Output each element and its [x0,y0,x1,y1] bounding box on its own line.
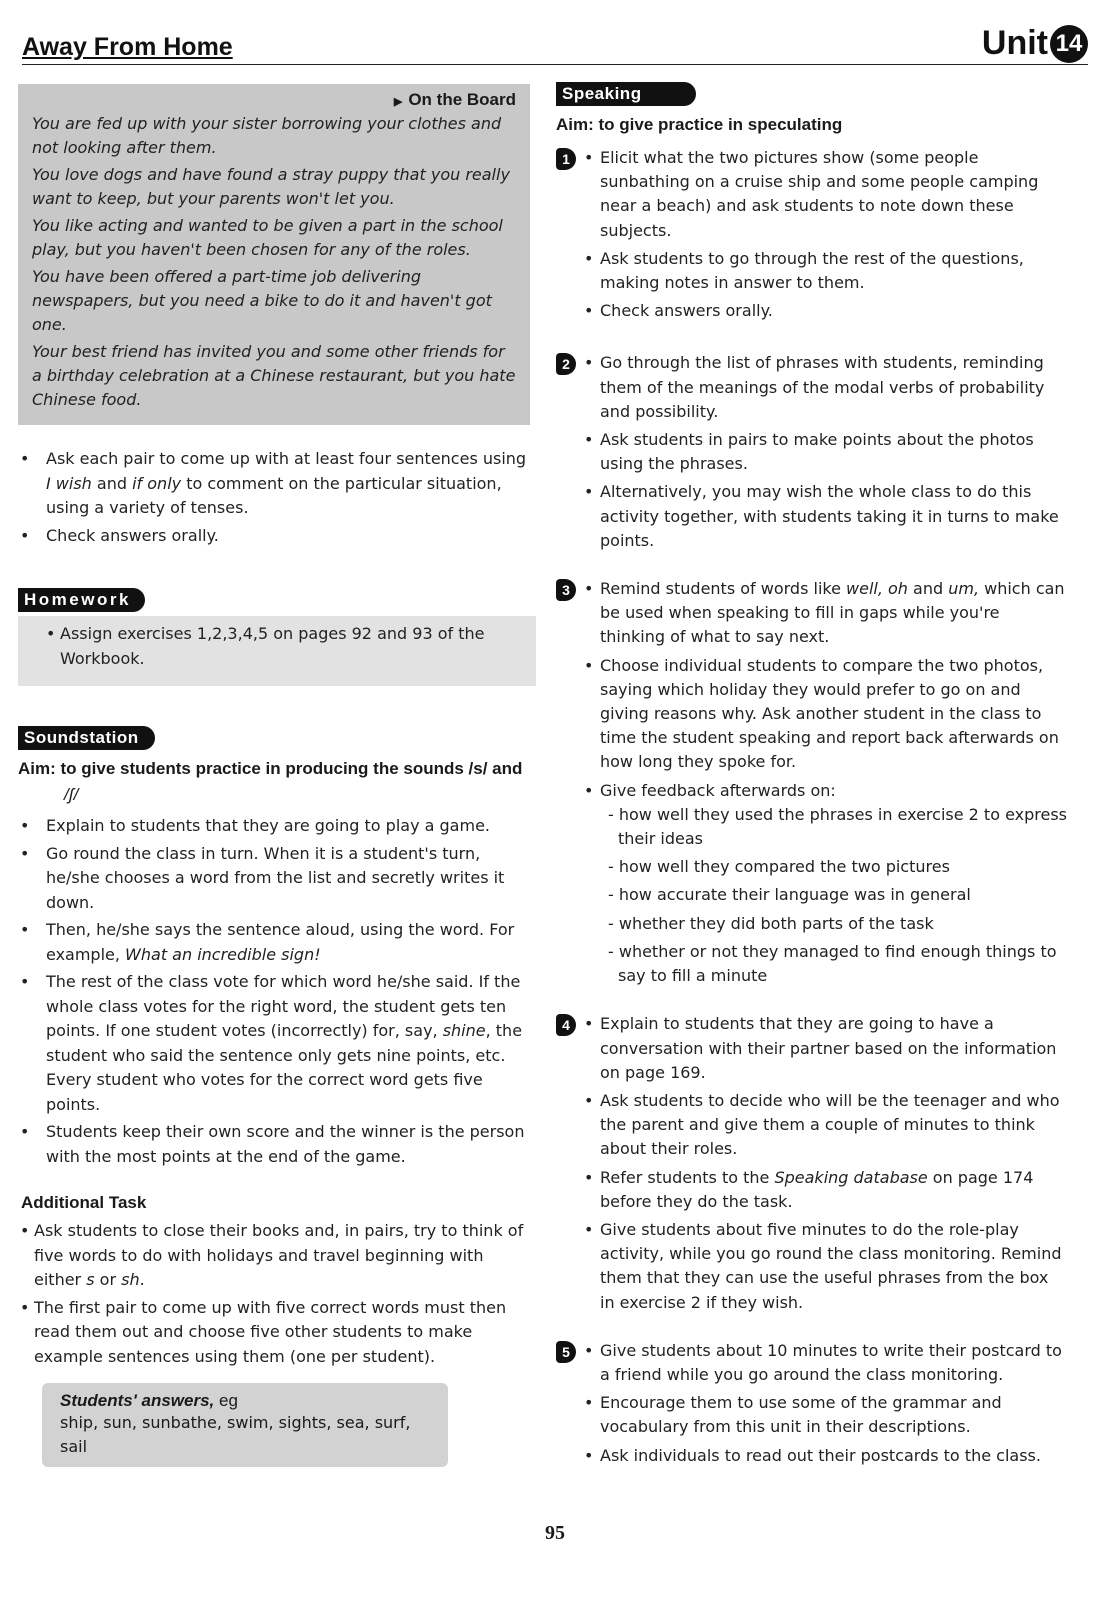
list-item: • Ask each pair to come up with at least four sentences using I wish and if only to comment on the particular situation, using a variety of tenses. [20,449,527,517]
additional-task-list [18,1219,530,1369]
bullet-icon: • [584,1393,594,1413]
board-item: Your best friend has invited you and some other friends for a birthday celebration at a Chinese restaurant, but you hate Chinese food. [32,342,516,409]
speaking-aim: Aim: to give practice in speculating [556,115,843,134]
board-instructions [18,447,530,548]
list-item: • Encourage them to use some of the grammar and vocabulary from this unit in their descriptions. [584,1393,1002,1437]
left-column [18,84,530,1467]
bullet-icon: • [20,972,30,991]
list-item: • Ask students to decide who will be the teenager and who the parent and give them a couple of minutes to think about their roles. [584,1090,1060,1159]
list-item: - how well they compared the two pictures [608,857,950,877]
exercise-number-badge: 5 [556,1341,576,1363]
homework-box [18,616,536,686]
soundstation-aim: Aim: to give students practice in producing the sounds /s/ and /ʃ/ [18,759,523,804]
list-item: • Check answers orally. [18,524,530,549]
chapter-title: Away From Home [22,33,233,61]
list-item: • The rest of the class vote for which word he/she said. If the whole class votes for the right word, the student gets ten points. If one student votes (incorrectly) for, say, shine, the student who said the sentence only gets nine points, etc. Every student who votes for the correct word gets five points. [20,972,523,1114]
homework-section [18,588,530,686]
bullet-icon: • [20,449,30,468]
list-item: • Choose individual students to compare the two photos, saying which holiday they would prefer to go on and giving reasons why. Ask another student in the class to time the student speaking and report back afterwards on how long they spoke for. [584,655,1059,772]
bullet-icon: • [584,482,594,502]
answers-list: ship, sun, sunbathe, swim, sights, sea, surf, sail [60,1413,411,1456]
list-item: • The first pair to come up with five correct words must then read them out and choose five other students to make example sentences using them (one per student). [20,1297,507,1366]
list-item: • Check answers orally. [582,299,1068,323]
list-item: • Explain to students that they are going to play a game. [18,814,530,839]
soundstation-heading: Soundstation [18,726,155,750]
list-item: • Give students about five minutes to do the role-play activity, while you go round the class monitoring. Remind them that they can use the useful phrases from the box in exercise 2 if they wish. [584,1219,1062,1312]
list-item: • Give students about 10 minutes to write their postcard to a friend while you go around the class monitoring. [584,1340,1062,1384]
exercise-number-badge: 2 [556,353,576,375]
bullet-icon: • [584,430,594,450]
list-item: • Alternatively, you may wish the whole class to do this activity together, with students taking it in turns to make points. [584,482,1059,550]
list-item: • Ask individuals to read out their postcards to the class. [582,1444,1068,1468]
bullet-icon: • [584,248,594,268]
unit-label [982,24,1088,63]
list-item: • Go round the class in turn. When it is a student's turn, he/she chooses a word from the list and secretly writes it down. [20,843,505,912]
exercise-1 [556,146,1068,323]
right-column [556,82,1068,1472]
bullet-icon: • [20,525,30,545]
list-item: - how well they used the phrases in exercise 2 to express their ideas [608,804,1067,849]
exercise-number-badge: 4 [556,1014,576,1036]
bullet-icon: • [584,301,594,321]
soundstation-list [18,814,530,1169]
bullet-icon: • [584,148,594,167]
board-item: You have been offered a part-time job delivering newspapers, but you need a bike to do it and haven't got one. [32,267,492,334]
board-item: You like acting and wanted to be given a part in the school play, but you haven't been chosen for any of the roles. [32,216,503,259]
triangle-pointer-icon: ▶ [393,96,403,108]
exercise-number-badge: 1 [556,148,576,170]
feedback-list [600,803,1068,988]
board-item: You are fed up with your sister borrowing your clothes and not looking after them. [32,114,502,157]
bullet-icon: • [584,1014,594,1034]
students-answers-box [42,1383,448,1467]
list-item: - whether or not they managed to find enough things to say to fill a minute [608,941,1057,986]
page-header [22,22,1088,65]
additional-task-section [18,1193,530,1369]
list-item: • Explain to students that they are going to have a conversation with their partner based on the information on page 169. [584,1014,1057,1082]
exercise-4 [556,1012,1068,1314]
answers-title: Students' answers, eg [60,1391,238,1410]
list-item: • Remind students of words like well, oh and um, which can be used when speaking to fill in gaps while you're thinking of what to say next. [584,579,1065,647]
bullet-icon: • [584,353,594,373]
list-item: • Refer students to the Speaking database on page 174 before they do the task. [584,1167,1034,1211]
list-item: - how accurate their language was in general [608,885,971,905]
list-item: - whether they did both parts of the task [608,913,934,933]
bullet-icon: • [20,816,30,835]
bullet-icon: • [584,1167,594,1187]
speaking-heading: Speaking [556,82,696,106]
bullet-icon: • [20,1122,30,1141]
list-item: • Ask students to close their books and, in pairs, try to think of five words to do with holidays and travel beginning with either s or sh. [20,1221,524,1289]
bullet-icon: • [584,655,594,675]
list-item: • Go through the list of phrases with students, reminding them of the meanings of the modal verbs of probability and possibility. [584,353,1045,421]
bullet-icon: • [20,1221,30,1240]
bullet-icon: • [20,1297,30,1317]
exercise-2 [556,351,1068,553]
bullet-icon: • [584,1219,594,1239]
bullet-icon: • [20,843,30,863]
page-number: 95 [545,1522,565,1544]
exercise-3 [556,577,1068,988]
unit-text: Unit [981,24,1048,62]
board-item: You love dogs and have found a stray puppy that you really want to keep, but your parents won't let you. [32,165,510,208]
list-item: • Give feedback afterwards on: - how well they used the phrases in exercise 2 to express their ideas - how well they compared the two pictures - how accurate their language was in general - whether they did both parts of the task - whether or not they managed to find enough things to say to fill a minute [582,779,1068,989]
bullet-icon: • [584,1340,594,1360]
bullet-icon: • [584,579,594,599]
homework-heading: Homework [18,588,145,612]
on-the-board-box [18,84,530,425]
soundstation-section [18,726,530,1169]
list-item: • Then, he/she says the sentence aloud, using the word. For example, What an incredible sign! [20,920,515,964]
list-item: • Elicit what the two pictures show (some people sunbathing on a cruise ship and some people camping near a beach) and ask students to note down these subjects. [584,148,1039,240]
additional-task-heading: Additional Task [21,1193,147,1212]
exercise-5 [556,1339,1068,1468]
bullet-icon: • [584,1090,594,1110]
unit-number-badge: 14 [1050,25,1088,63]
list-item: • Assign exercises 1,2,3,4,5 on pages 92 and 93 of the Workbook. [46,624,485,668]
bullet-icon: • [584,780,594,800]
on-the-board-label: ▶ On the Board [393,90,516,109]
list-item: • Ask students to go through the rest of the questions, making notes in answer to them. [584,248,1024,293]
exercise-number-badge: 3 [556,579,576,601]
bullet-icon: • [584,1445,594,1465]
bullet-icon: • [46,624,56,643]
list-item: • Students keep their own score and the winner is the person with the most points at the end of the game. [20,1122,525,1166]
list-item: • Ask students in pairs to make points about the photos using the phrases. [584,430,1034,474]
bullet-icon: • [20,920,30,939]
